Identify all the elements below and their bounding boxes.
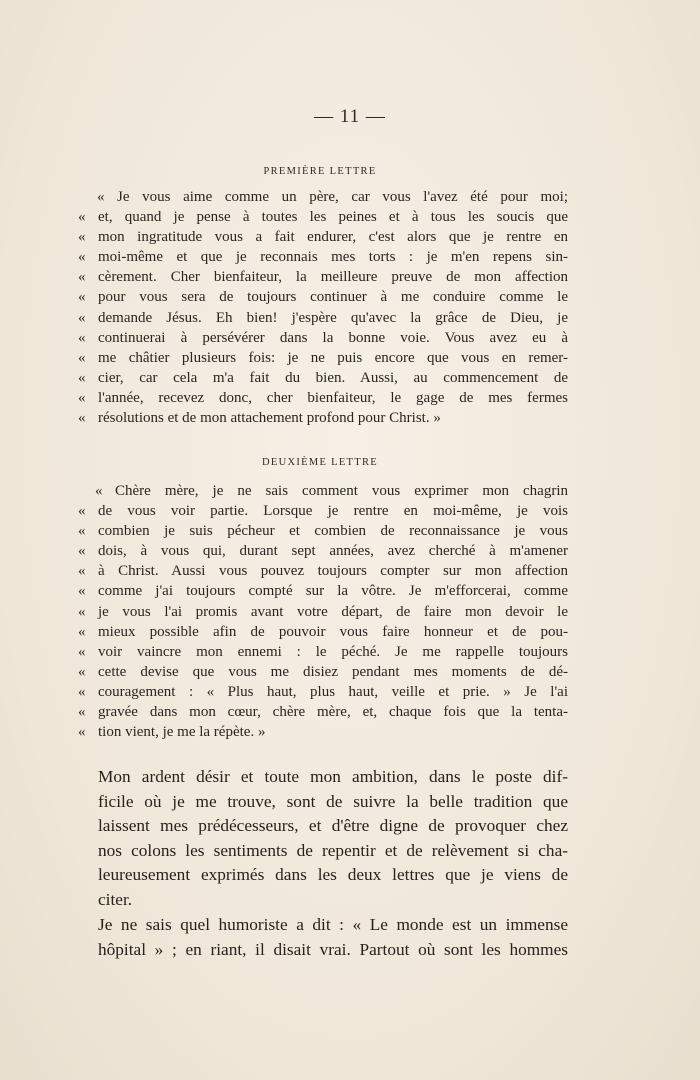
letter2-line: « cette devise que vous me disiez pendant mes moments de dé- — [78, 663, 568, 680]
letter2-line: « à Christ. Aussi vous pouvez toujours compter sur mon affection — [78, 563, 568, 580]
body-line: Mon ardent désir et toute mon ambition, dans le poste dif- — [98, 767, 568, 786]
letter1-line: « mon ingratitude vous a fait endurer, c'est alors que je rentre en — [78, 229, 568, 246]
letter1-line: « résolutions et de mon attachement profond pour Christ. » — [78, 410, 441, 427]
body-paragraph-2 — [98, 913, 568, 962]
letter1-line: « moi-même et que je reconnais mes torts : je m'en repens sin- — [78, 249, 568, 266]
letter2-line: « gravée dans mon cœur, chère mère, et, chaque fois que la tenta- — [78, 704, 568, 721]
letter1-line: « me châtier plusieurs fois: je ne puis encore que vous en remer- — [78, 349, 568, 366]
letter2-line: « couragement : « Plus haut, plus haut, veille et prie. » Je l'ai — [78, 683, 568, 700]
letter1-heading: PREMIÈRE LETTRE — [263, 166, 377, 177]
body-paragraph-1 — [98, 765, 568, 913]
body-line: ficile où je me trouve, sont de suivre la belle tradition que — [98, 791, 568, 811]
body-line: hôpital » ; en riant, il disait vrai. Partout où sont les hommes — [98, 939, 568, 959]
letter2-heading: DEUXIÈME LETTRE — [261, 457, 379, 468]
letter1-line: « l'année, recevez donc, cher bienfaiteur, le gage de mes fermes — [78, 389, 568, 406]
letter2-line: « combien je suis pécheur et combien de reconnaissance je vous — [78, 523, 568, 540]
body-line: nos colons les sentiments de repentir et de relèvement si cha- — [98, 840, 568, 860]
letter2-line: « Chère mère, je ne sais comment vous exprimer mon chagrin — [95, 483, 568, 499]
letter1-line: « continuerai à persévérer dans la bonne voie. Vous avez eu à — [78, 329, 568, 346]
letter1-line: « cier, car cela m'a fait du bien. Aussi, au commencement de — [78, 369, 568, 386]
letter2-line: « je vous l'ai promis avant votre départ, de faire mon devoir le — [78, 603, 568, 620]
letter1-line: « cèrement. Cher bienfaiteur, la meilleure preuve de mon affection — [78, 269, 568, 286]
letter2-line: « voir vaincre mon ennemi : le péché. Je me rappelle toujours — [78, 643, 568, 660]
page-number: — 11 — — [314, 106, 386, 127]
letter1-line: « pour vous sera de toujours continuer à me conduire comme le — [78, 289, 568, 306]
letter2-line: « dois, à vous qui, durant sept années, avez cherché à m'amener — [78, 543, 568, 560]
body-line: citer. — [98, 889, 133, 909]
letter1-text — [78, 187, 568, 428]
letter2-text — [78, 481, 568, 742]
letter2-line: « de vous voir partie. Lorsque je rentre en moi-même, je vois — [78, 503, 568, 520]
letter1-line: « et, quand je pense à toutes les peines et à tous les soucis que — [78, 209, 568, 226]
letter1-line: « Je vous aime comme un père, car vous l'avez été pour moi; — [97, 189, 568, 205]
body-line: laissent mes prédécesseurs, et d'être digne de provoquer chez — [98, 816, 568, 836]
letter2-line: « comme j'ai toujours compté sur la vôtre. Je m'efforcerai, comme — [78, 583, 568, 600]
body-line: Je ne sais quel humoriste a dit : « Le monde est un immense — [98, 915, 568, 934]
letter2-line: « mieux possible afin de pouvoir vous faire honneur et de pou- — [78, 623, 568, 640]
letter1-line: « demande Jésus. Eh bien! j'espère qu'avec la grâce de Dieu, je — [78, 309, 568, 326]
body-line: leureusement exprimés dans les deux lettres que je viens de — [98, 865, 568, 885]
letter2-line: « tion vient, je me la répète. » — [78, 724, 266, 741]
